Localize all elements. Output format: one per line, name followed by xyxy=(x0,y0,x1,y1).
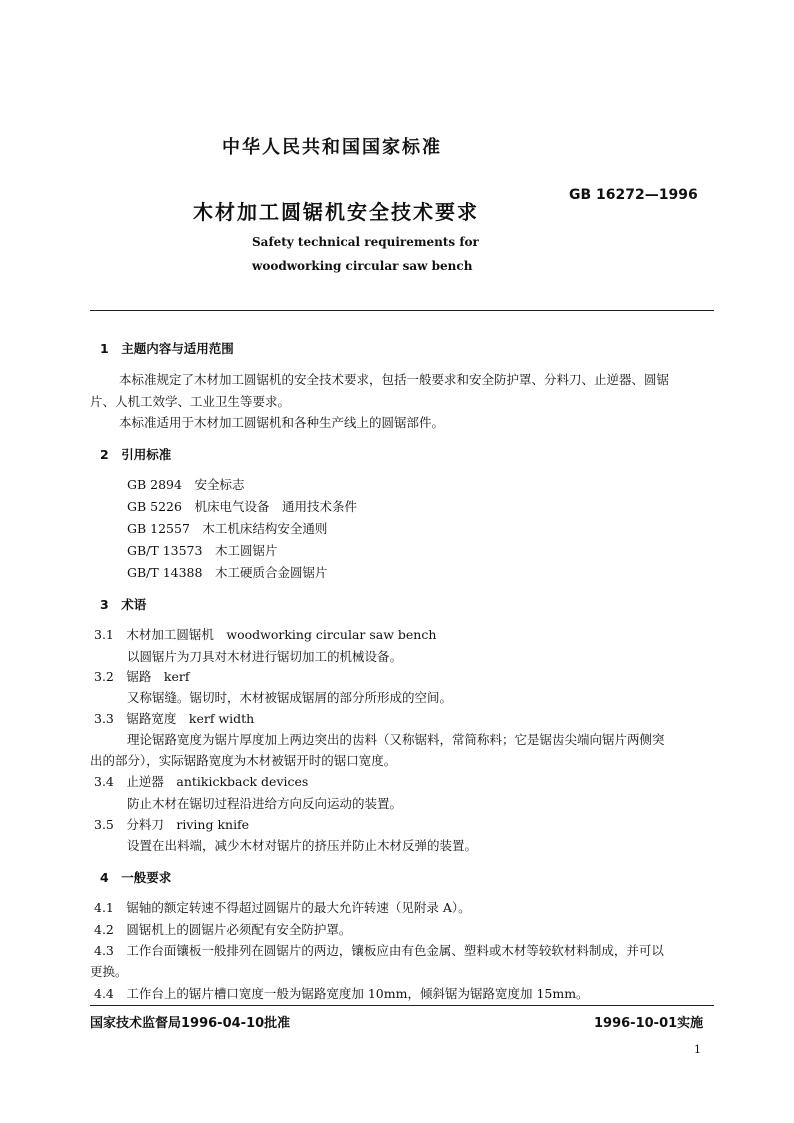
footer-divider xyxy=(90,1005,714,1006)
term-3-1-title: 3.1 木材加工圆锯机 woodworking circular saw bench xyxy=(94,627,437,642)
header-divider xyxy=(90,310,714,311)
section-2-heading: 2 引用标准 xyxy=(100,447,172,462)
document-title: 木材加工圆锯机安全技术要求 xyxy=(193,200,479,224)
term-3-4-definition: 防止木材在锯切过程沿进给方向反向运动的装置。 xyxy=(127,796,403,811)
section-1-paragraph-1-line-2: 片、人机工效学、工业卫生等要求。 xyxy=(90,394,291,409)
section-3-heading: 3 术语 xyxy=(100,597,147,612)
term-3-1-definition: 以圆锯片为刀具对木材进行锯切加工的机械设备。 xyxy=(127,649,403,664)
section-1-paragraph-2: 本标准适用于木材加工圆锯机和各种生产线上的圆锯部件。 xyxy=(119,415,445,430)
section-1-paragraph-1-line-1: 本标准规定了木材加工圆锯机的安全技术要求，包括一般要求和安全防护罩、分料刀、止逆器、圆锯 xyxy=(119,372,670,387)
standard-number: GB 16272—1996 xyxy=(569,187,698,203)
clause-4-3-line-2: 更换。 xyxy=(90,964,128,979)
reference-standard: GB 12557 木工机床结构安全通则 xyxy=(127,521,328,536)
clause-4-4: 4.4 工作台上的锯片槽口宽度一般为锯路宽度加 10mm，倾斜锯为锯路宽度加 15mm。 xyxy=(94,986,589,1001)
reference-standard: GB 2894 安全标志 xyxy=(127,477,245,492)
english-title-line-2: woodworking circular saw bench xyxy=(252,259,473,273)
section-1-heading: 1 主题内容与适用范围 xyxy=(100,341,234,356)
page-number: 1 xyxy=(694,1043,701,1056)
approval-line: 国家技术监督局1996-04-10批准 xyxy=(90,1016,291,1031)
term-3-5-title: 3.5 分料刀 riving knife xyxy=(94,817,250,832)
reference-standard: GB/T 13573 木工圆锯片 xyxy=(127,543,278,558)
term-3-3-definition-line-1: 理论锯路宽度为锯片厚度加上两边突出的齿料（又称锯料，常简称料；它是锯齿尖端向锯片两侧突 xyxy=(127,732,665,747)
section-4-heading: 4 一般要求 xyxy=(100,870,172,885)
effective-date: 1996-10-01实施 xyxy=(594,1016,704,1031)
clause-4-3-line-1: 4.3 工作台面镶板一般排列在圆锯片的两边，镶板应由有色金属、塑料或木材等较软材料制成，并可以 xyxy=(94,943,664,958)
reference-standard: GB/T 14388 木工硬质合金圆锯片 xyxy=(127,565,328,580)
term-3-2-title: 3.2 锯路 kerf xyxy=(94,669,190,684)
english-title-line-1: Safety technical requirements for xyxy=(252,235,479,249)
term-3-5-definition: 设置在出料端，减少木材对锯片的挤压并防止木材反弹的装置。 xyxy=(127,838,478,853)
term-3-3-definition-line-2: 出的部分），实际锯路宽度为木材被锯开时的锯口宽度。 xyxy=(90,753,397,768)
clause-4-1: 4.1 锯轴的额定转速不得超过圆锯片的最大允许转速（见附录 A）。 xyxy=(94,900,471,915)
issuing-authority: 中华人民共和国国家标准 xyxy=(222,137,442,158)
clause-4-2: 4.2 圆锯机上的圆锯片必须配有安全防护罩。 xyxy=(94,922,352,937)
term-3-3-title: 3.3 锯路宽度 kerf width xyxy=(94,711,255,726)
term-3-4-title: 3.4 止逆器 antikickback devices xyxy=(94,774,309,789)
reference-standard: GB 5226 机床电气设备 通用技术条件 xyxy=(127,499,357,514)
term-3-2-definition: 又称锯缝。锯切时，木材被锯成锯屑的部分所形成的空间。 xyxy=(127,690,453,705)
